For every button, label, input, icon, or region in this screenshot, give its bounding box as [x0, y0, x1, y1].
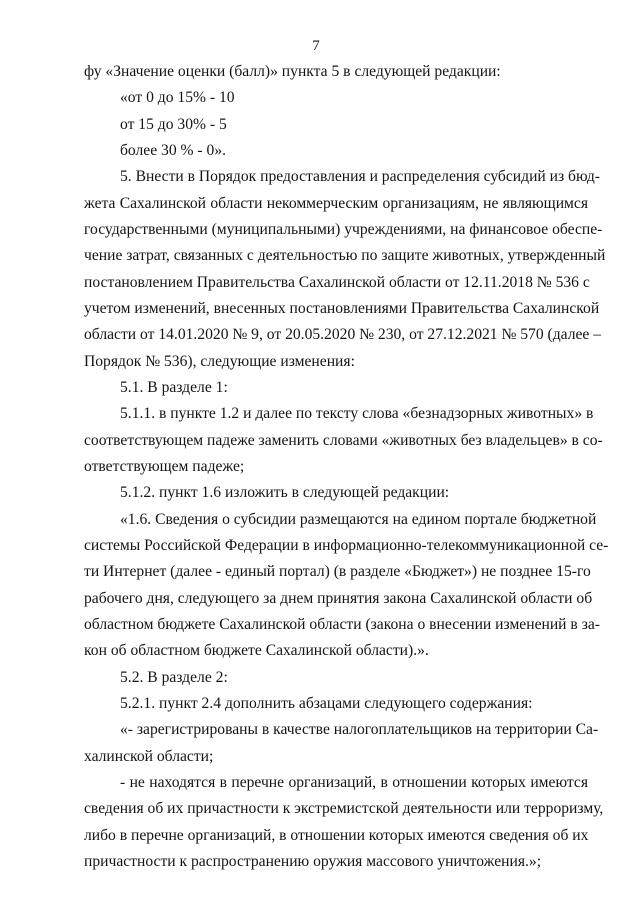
paragraph-5-line: государственными (муниципальными) учреждениями, на финансовое обеспе- — [84, 221, 603, 238]
paragraph-5-line: 5. Внести в Порядок предоставления и распределения субсидий из бюд- — [120, 168, 600, 185]
quote-2-4-line: причастности к распространению оружия массового уничтожения.»; — [84, 853, 542, 870]
quote-1-6-line: системы Российской Федерации в информационно-телекоммуникационной се- — [84, 537, 609, 554]
paragraph-5-line: жета Сахалинской области некоммерческим организациям, не являющимся — [84, 195, 588, 212]
quote-1-6-line: областном бюджете Сахалинской области (закона о внесении изменений в за- — [84, 616, 600, 633]
quote-1-6-line: кон об областном бюджете Сахалинской области).». — [84, 642, 429, 659]
paragraph-5-2-1-line: 5.2.1. пункт 2.4 дополнить абзацами следующего содержания: — [120, 695, 533, 712]
quote-2-4-line: - не находятся в перечне организаций, в отношении которых имеются — [120, 774, 588, 791]
paragraph-5-line: чение затрат, связанных с деятельностью по защите животных, утвержденный — [84, 247, 606, 264]
paragraph-5-1-1-line: соответствующем падеже заменить словами «животных без владельцев» в со- — [84, 432, 603, 449]
paragraph-5-line: области от 14.01.2020 № 9, от 20.05.2020 № 230, от 27.12.2021 № 570 (далее – — [84, 326, 602, 343]
quote-2-4-line: сведения об их причастности к экстремистской деятельности или терроризму, — [84, 800, 604, 817]
quote-1-6-line: рабочего дня, следующего за днем принятия закона Сахалинской области об — [84, 590, 593, 607]
page-number: 7 — [312, 38, 320, 54]
text-line: более 30 % - 0». — [120, 142, 227, 159]
text-line: фу «Значение оценки (балл)» пункта 5 в следующей редакции: — [84, 63, 501, 80]
paragraph-5-1-1-line: 5.1.1. в пункте 1.2 и далее по тексту слова «безнадзорных животных» в — [120, 405, 594, 422]
quote-1-6-line: «1.6. Сведения о субсидии размещаются на едином портале бюджетной — [120, 511, 597, 528]
paragraph-5-line: постановлением Правительства Сахалинской области от 12.11.2018 № 536 с — [84, 274, 590, 291]
text-line: «от 0 до 15% - 10 — [120, 89, 235, 106]
paragraph-5-1-2-line: 5.1.2. пункт 1.6 изложить в следующей редакции: — [120, 484, 450, 501]
paragraph-5-1-1-line: ответствующем падеже; — [84, 458, 245, 475]
section-heading: 5.1. В разделе 1: — [120, 379, 228, 396]
quote-2-4-line: «- зарегистрированы в качестве налогоплательщиков на территории Са- — [120, 721, 599, 738]
quote-1-6-line: ти Интернет (далее - единый портал) (в разделе «Бюджет») не позднее 15-го — [84, 563, 591, 580]
text-line: от 15 до 30% - 5 — [120, 116, 227, 133]
section-heading: 5.2. В разделе 2: — [120, 669, 228, 686]
quote-2-4-line: либо в перечне организаций, в отношении которых имеются сведения об их — [84, 827, 589, 844]
quote-2-4-line: халинской области; — [84, 748, 214, 765]
paragraph-5-line: учетом изменений, внесенных постановлениями Правительства Сахалинской — [84, 300, 600, 317]
paragraph-5-line: Порядок № 536), следующие изменения: — [84, 353, 355, 370]
